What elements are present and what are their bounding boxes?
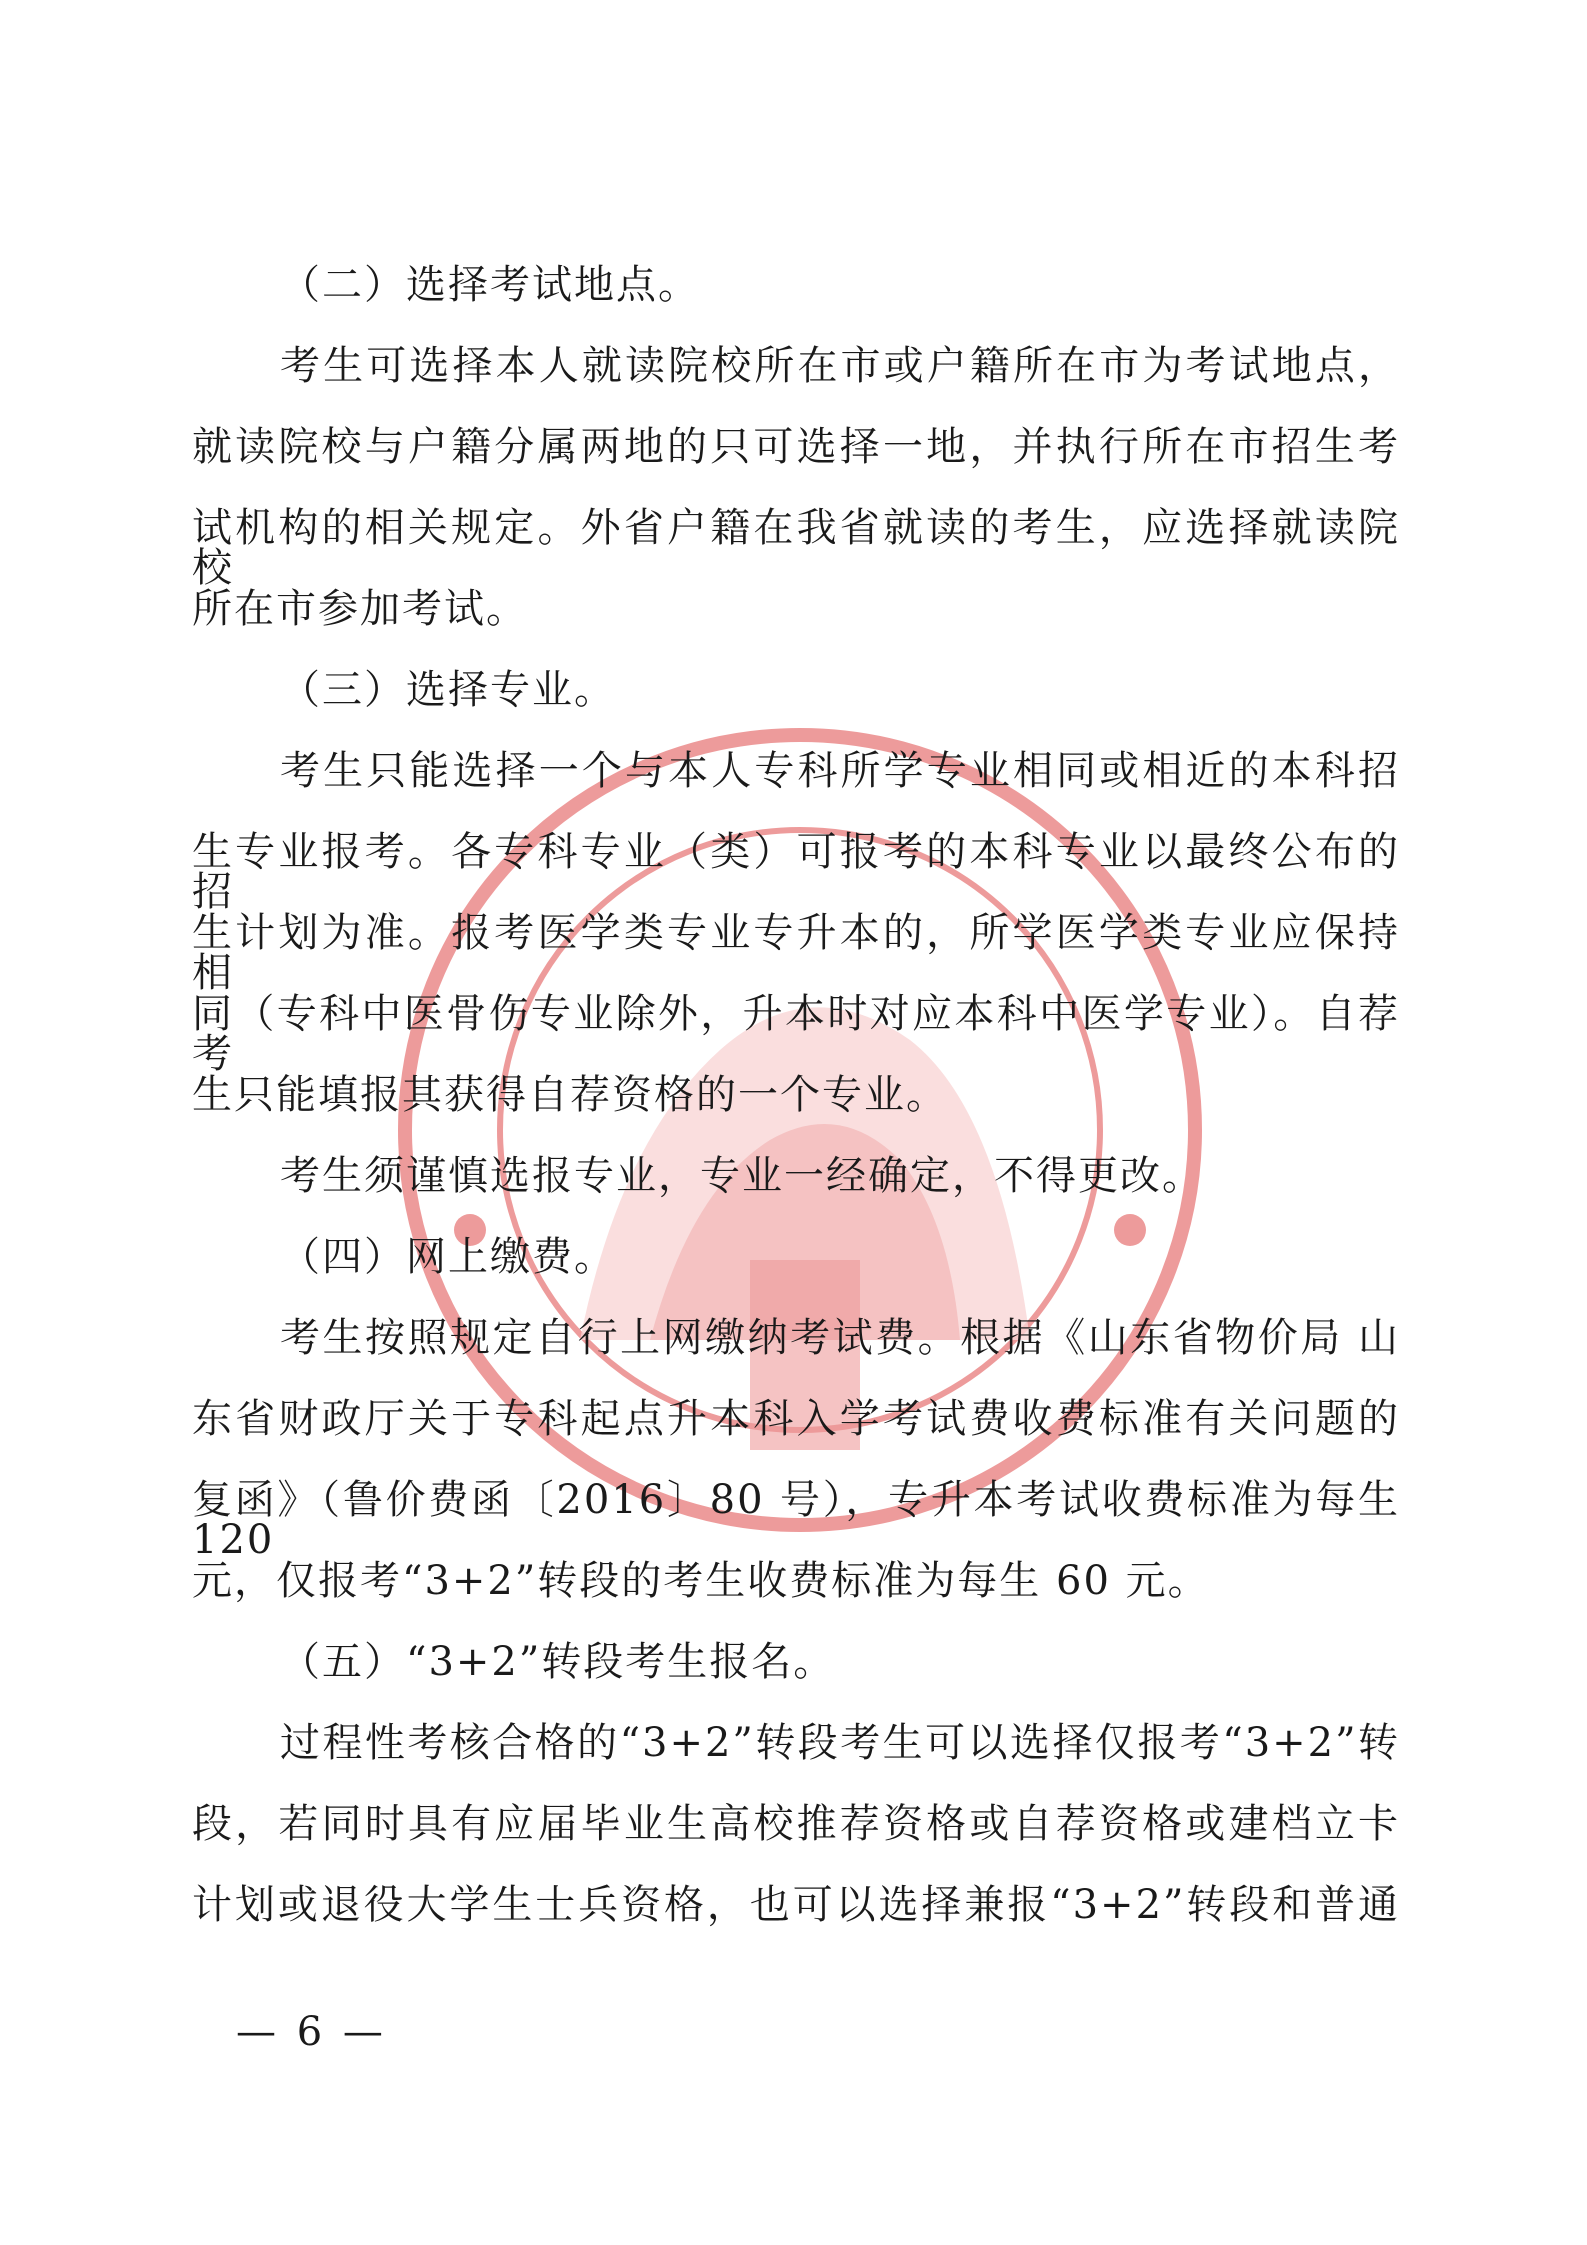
- section-heading-5: （五）“3+2”转段考生报名。: [280, 1639, 836, 1685]
- paragraph-line: 考生按照规定自行上网缴纳考试费。根据《山东省物价局 山: [280, 1315, 1400, 1361]
- paragraph-line: 生计划为准。报考医学类专业专升本的，所学医学类专业应保持相: [192, 910, 1400, 996]
- paragraph-line: 元，仅报考“3+2”转段的考生收费标准为每生 60 元。: [192, 1558, 1210, 1604]
- paragraph-line: 计划或退役大学生士兵资格，也可以选择兼报“3+2”转段和普通: [192, 1882, 1400, 1928]
- paragraph-line: 考生可选择本人就读院校所在市或户籍所在市为考试地点，: [280, 343, 1400, 389]
- section-heading-4: （四）网上缴费。: [280, 1234, 616, 1280]
- paragraph-line: 试机构的相关规定。外省户籍在我省就读的考生，应选择就读院校: [192, 505, 1400, 591]
- paragraph-line: 考生须谨慎选报专业，专业一经确定，不得更改。: [280, 1153, 1204, 1199]
- paragraph-line: 考生只能选择一个与本人专科所学专业相同或相近的本科招: [280, 748, 1400, 794]
- paragraph-line: 过程性考核合格的“3+2”转段考生可以选择仅报考“3+2”转: [280, 1720, 1400, 1766]
- section-heading-2: （二）选择考试地点。: [280, 262, 700, 308]
- paragraph-line: 复函》（鲁价费函〔2016〕80 号），专升本考试收费标准为每生 120: [192, 1477, 1400, 1563]
- paragraph-line: 所在市参加考试。: [192, 586, 528, 632]
- section-heading-3: （三）选择专业。: [280, 667, 616, 713]
- document-body: [192, 262, 1400, 1966]
- paragraph-line: 东省财政厅关于专科起点升本科入学考试费收费标准有关问题的: [192, 1396, 1400, 1442]
- paragraph-line: 生专业报考。各专科专业（类）可报考的本科专业以最终公布的招: [192, 829, 1400, 915]
- paragraph-line: 段，若同时具有应届毕业生高校推荐资格或自荐资格或建档立卡: [192, 1801, 1400, 1847]
- page-number: — 6 —: [236, 2009, 387, 2055]
- paragraph-line: 同（专科中医骨伤专业除外，升本时对应本科中医学专业）。自荐考: [192, 991, 1400, 1077]
- paragraph-line: 生只能填报其获得自荐资格的一个专业。: [192, 1072, 948, 1118]
- paragraph-line: 就读院校与户籍分属两地的只可选择一地，并执行所在市招生考: [192, 424, 1400, 470]
